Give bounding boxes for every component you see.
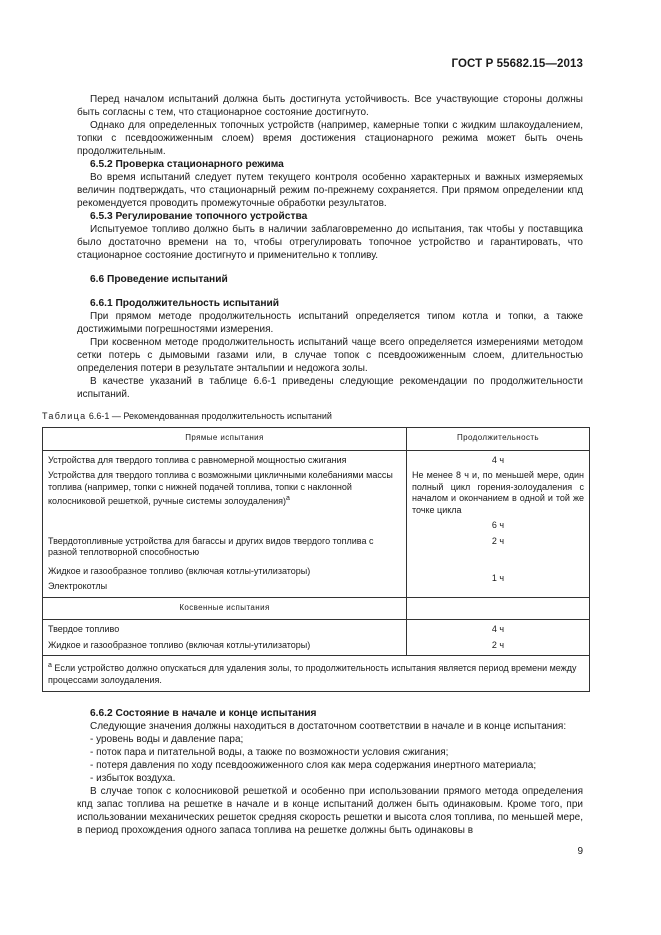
table-cell: 4 ч — [407, 620, 590, 638]
section-heading-6-6: 6.6 Проведение испытаний — [90, 274, 228, 285]
duration-table — [42, 427, 590, 692]
paragraph: Испытуемое топливо должно быть в наличии заблаговременно до испытания, так чтобы у поставщика было достаточно времени на то, чтобы отрегулировать топочное устройство и гарантировать, что стационарное состояние достигнуто и применительно к топливу. — [77, 224, 583, 261]
table-caption-prefix: Таблица — [42, 411, 87, 421]
table-row — [43, 561, 590, 580]
table-header-direct-tests: Прямые испытания — [43, 428, 407, 451]
table-row — [43, 638, 590, 656]
table-cell: Жидкое и газообразное топливо (включая котлы-утилизаторы) — [43, 638, 407, 656]
table-cell — [43, 518, 407, 534]
paragraph: Однако для определенных топочных устройств (например, камерные топки с жидким шлакоудалением, топки с псевдоожиженным слоем) время достижения стационарного режима может быть очень продолжительным. — [77, 120, 583, 157]
section-heading-6-5-3: 6.5.3 Регулирование топочного устройства — [90, 211, 308, 222]
table-cell: Твердотопливные устройства для багассы и других видов твердого топлива с разной теплотворной способностью — [43, 534, 407, 561]
list-item: - избыток воздуха. — [77, 772, 583, 785]
footnote-mark: a — [48, 662, 52, 669]
table-cell: Жидкое и газообразное топливо (включая котлы-утилизаторы) — [43, 561, 407, 580]
cell-text: Устройства для твердого топлива с возможными цикличными колебаниями массы топлива (например, топки с нижней подачей топлива, топки с наклонной колосниковой решеткой, ручные системы золоудаления) — [48, 470, 393, 506]
paragraph: В качестве указаний в таблице 6.6-1 приведены следующие рекомендации по продолжительности испытаний. — [77, 376, 583, 400]
table-cell: 6 ч — [407, 518, 590, 534]
paragraph: Во время испытаний следует путем текущего контроля особенно характерных и важных измеряемых величин подтверждать, что стационарный режим по-прежнему сохраняется. При прямом определении кпд рекомендуется проводить промежуточные обработки результатов. — [77, 172, 583, 209]
paragraph: При косвенном методе продолжительность испытаний чаще всего определяется измерениями методом сетки потерь с дымовыми газами или, в случае топок с псевдоожиженным слоем, длительностью определения потери в результате энтальпии и недожога золы. — [77, 337, 583, 374]
table-cell — [407, 597, 590, 620]
table-cell: 2 ч — [407, 534, 590, 561]
table-cell: 1 ч — [407, 561, 590, 598]
table-cell: Электрокотлы — [43, 579, 407, 597]
table-caption-text: 6.6-1 — Рекомендованная продолжительность испытаний — [88, 411, 332, 421]
paragraph: При прямом методе продолжительность испытаний определяется типом котла и топки, а также достижимыми погрешностями измерения. — [77, 311, 583, 335]
table-row — [43, 534, 590, 561]
list-item: - поток пара и питательной воды, а также по возможности условия сжигания; — [77, 746, 583, 759]
section-heading-6-5-2: 6.5.2 Проверка стационарного режима — [90, 159, 284, 170]
page-number: 9 — [577, 846, 583, 857]
section-heading-6-6-1: 6.6.1 Продолжительность испытаний — [90, 298, 280, 309]
paragraph: Перед началом испытаний должна быть достигнута устойчивость. Все участвующие стороны должны быть согласны с тем, что стационарное состояние достигнуто. — [77, 94, 583, 118]
table-row — [43, 620, 590, 638]
table-cell: Устройства для твердого топлива с равномерной мощностью сжигания — [43, 450, 407, 468]
footnote-text: Если устройство должно опускаться для удаления золы, то продолжительность испытания является период времени между процессами золоудаления. — [48, 663, 577, 685]
paragraph: Следующие значения должны находиться в достаточном соответствии в начале и в конце испытания: — [90, 721, 567, 732]
table-row — [43, 656, 590, 692]
table-cell: 2 ч — [407, 638, 590, 656]
list-item: - уровень воды и давление пара; — [77, 733, 583, 746]
paragraph: В случае топок с колосниковой решеткой и особенно при использовании прямого метода определения кпд запас топлива на решетке в начале и в конце испытаний должен быть одинаковым. Кроме того, при использовании механических решеток средняя скорость решетки и высота слоя топлива, по меньшей мере, в период прохождения одного запаса топлива на решетке должны быть одинаковы в — [77, 786, 583, 836]
table-cell: 4 ч — [407, 450, 590, 468]
table-cell — [43, 468, 407, 518]
section-heading-6-6-2: 6.6.2 Состояние в начале и конце испытания — [90, 708, 317, 719]
list-item: - потеря давления по ходу псевдоожиженного слоя как мера содержания инертного материала; — [77, 759, 583, 772]
footnote-mark: a — [286, 495, 290, 502]
table-row — [43, 597, 590, 620]
table-row — [43, 450, 590, 468]
table-header-duration: Продолжительность — [407, 428, 590, 451]
table-row — [43, 518, 590, 534]
table-cell: Твердое топливо — [43, 620, 407, 638]
table-caption — [42, 410, 583, 423]
table-footnote — [43, 656, 590, 692]
table-cell: Не менее 8 ч и, по меньшей мере, один полный цикл горения-золоудаления с началом и окончанием в одной и той же точке цикла — [407, 468, 590, 518]
table-row — [43, 468, 590, 518]
page-content — [42, 93, 584, 837]
condition-list — [77, 733, 583, 785]
document-id: ГОСТ Р 55682.15—2013 — [451, 58, 583, 70]
table-subheader-indirect: Косвенные испытания — [43, 597, 407, 620]
